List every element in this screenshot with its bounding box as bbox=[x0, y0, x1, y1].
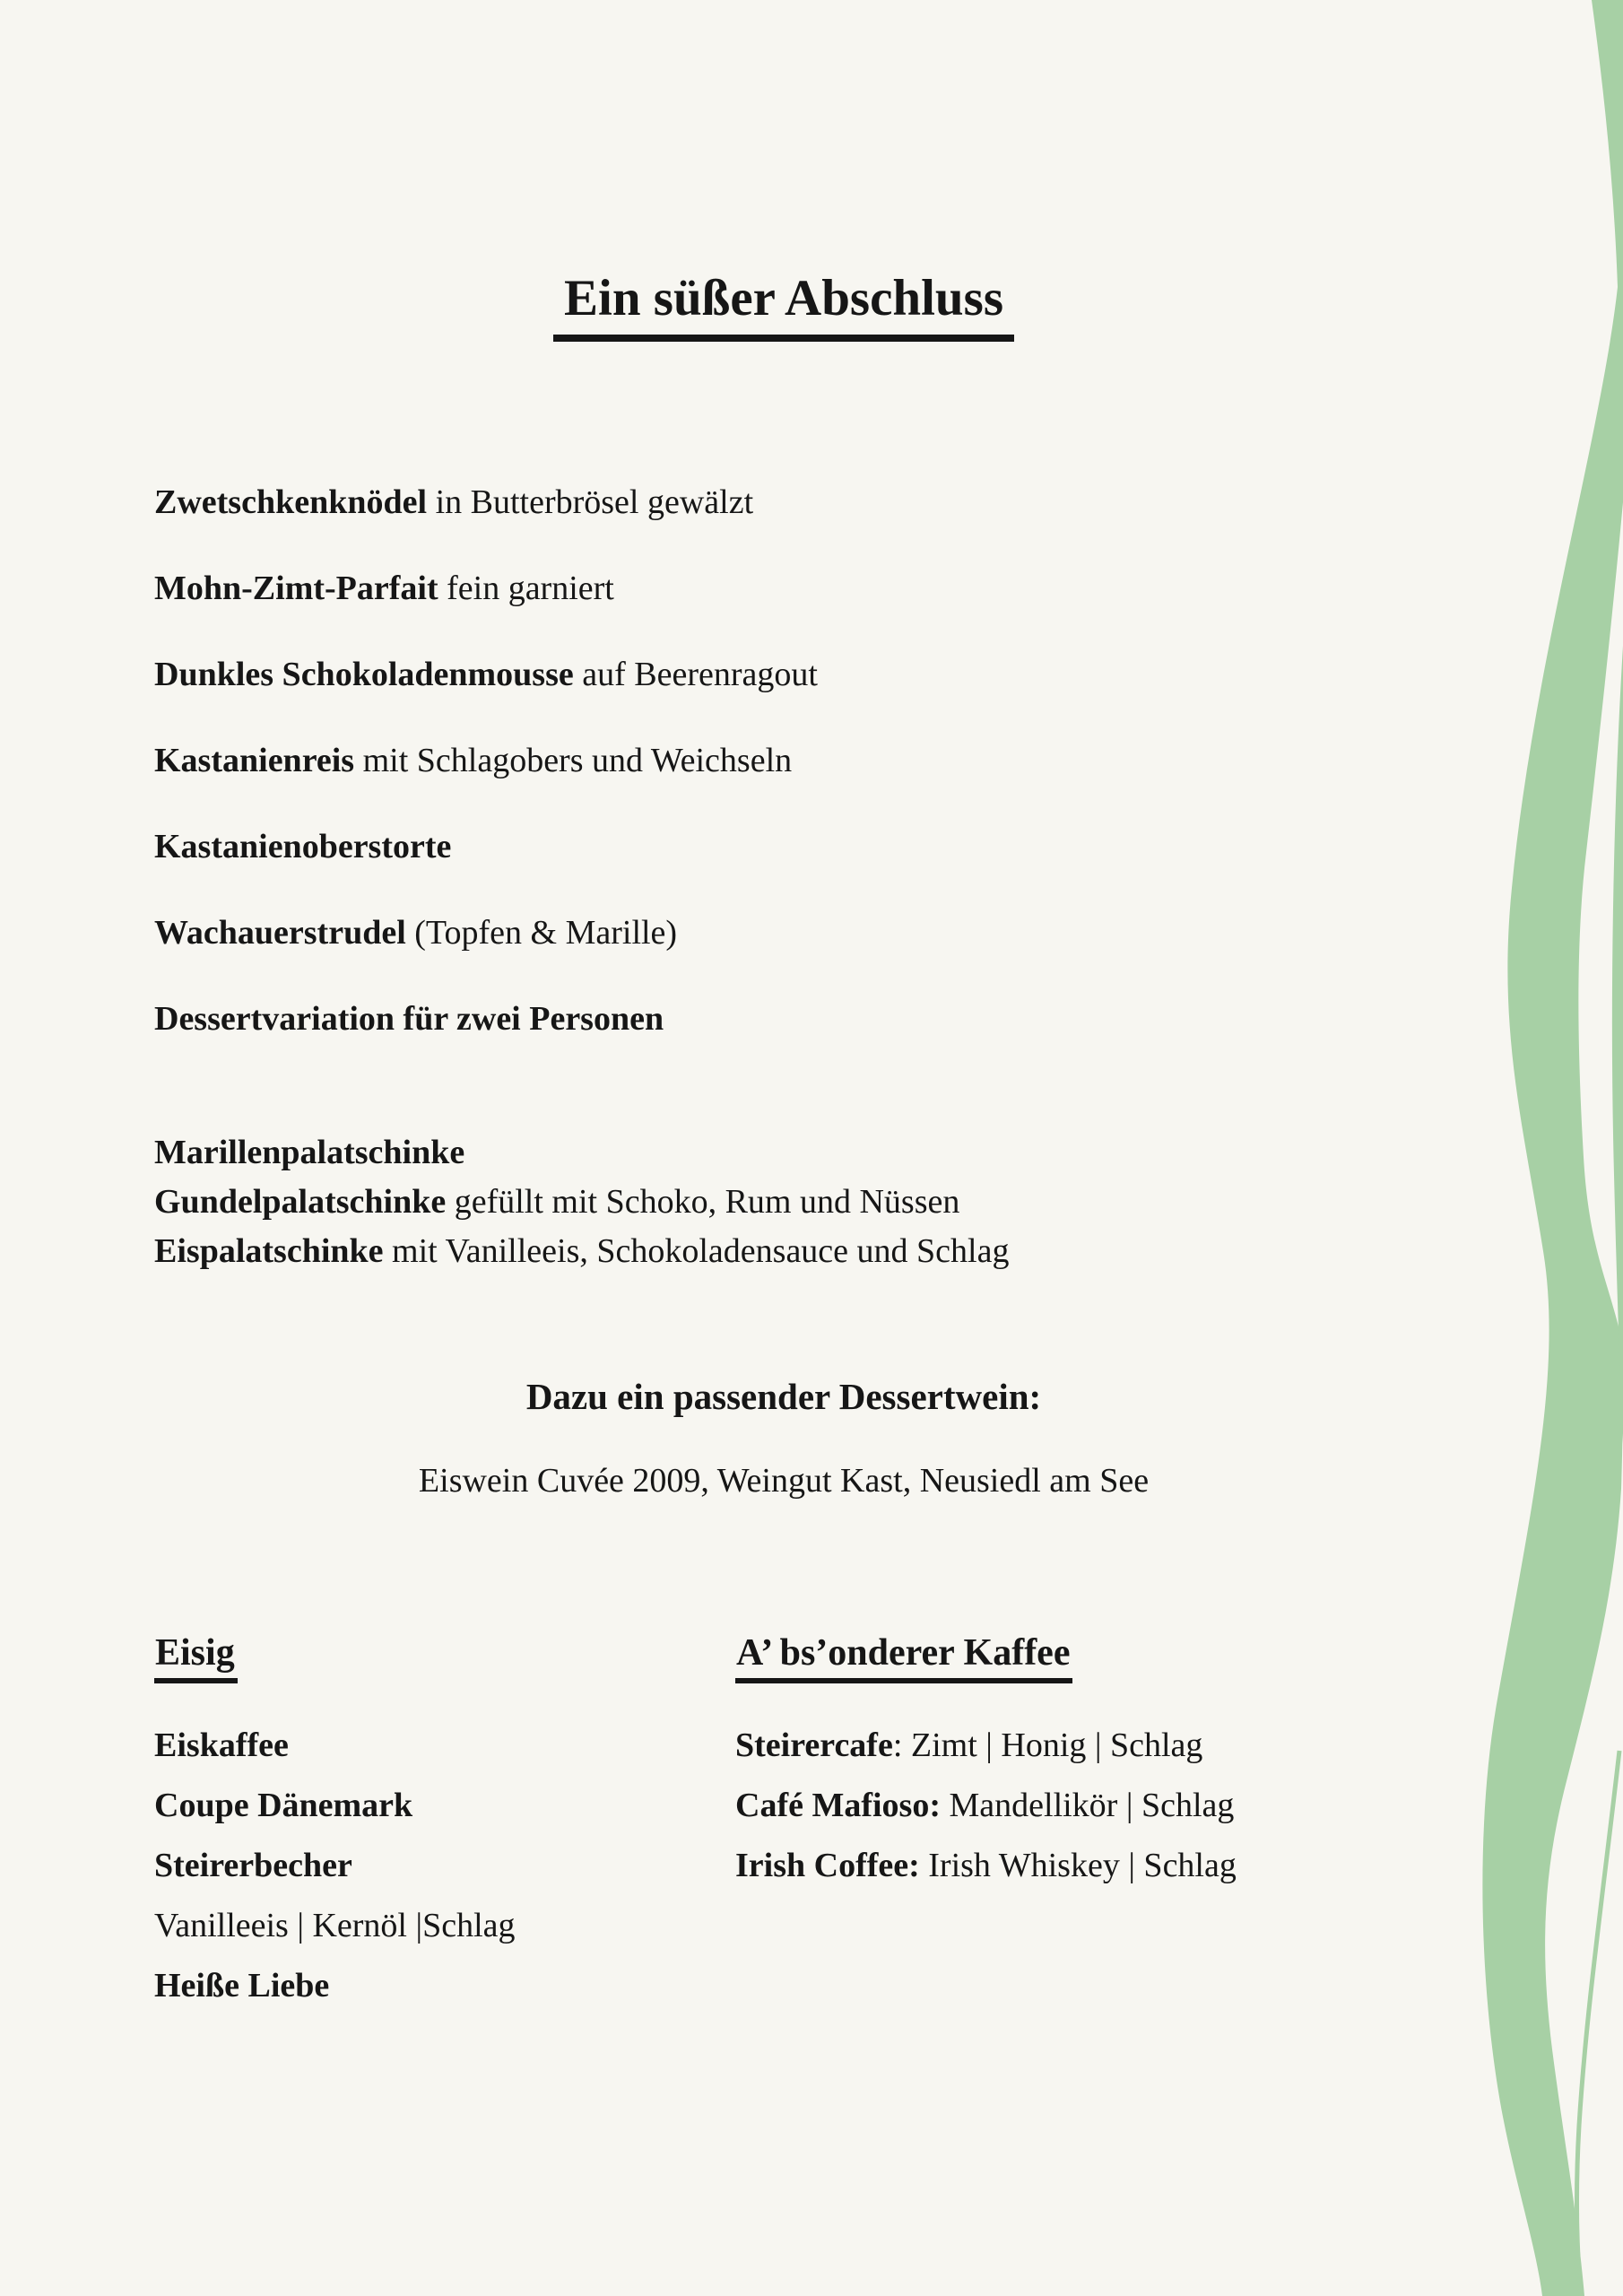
item-description: mit Vanilleeis, Schokoladensauce und Schlag bbox=[383, 1232, 1010, 1270]
menu-item bbox=[154, 976, 818, 1062]
menu-item bbox=[154, 1716, 516, 1776]
item-name: Eiskaffee bbox=[154, 1726, 289, 1764]
menu-item bbox=[154, 1836, 516, 1896]
item-name: Eispalatschinke bbox=[154, 1232, 384, 1270]
column-heading-kaffee: A’ bs’onderer Kaffee bbox=[735, 1632, 1072, 1683]
menu-item bbox=[154, 1896, 516, 1956]
item-name: Marillenpalatschinke bbox=[154, 1134, 465, 1171]
item-name: Mohn-Zimt-Parfait bbox=[154, 570, 438, 607]
item-name: Dunkles Schokoladenmousse bbox=[154, 656, 574, 693]
item-name: Gundelpalatschinke bbox=[154, 1183, 447, 1221]
item-description: Irish Whiskey | Schlag bbox=[919, 1847, 1237, 1884]
menu-item bbox=[735, 1716, 1237, 1776]
menu-item bbox=[735, 1776, 1237, 1836]
menu-item bbox=[154, 1956, 516, 2016]
item-name: Zwetschkenknödel bbox=[154, 483, 428, 521]
item-name: Steirercafe bbox=[735, 1726, 893, 1764]
menu-item bbox=[154, 718, 818, 804]
column-eisig bbox=[154, 1632, 516, 2016]
item-name: Coupe Dänemark bbox=[154, 1787, 413, 1824]
swoosh-hairline bbox=[1577, 1751, 1619, 2296]
column-kaffee bbox=[735, 1632, 1237, 1896]
column-heading-eisig: Eisig bbox=[154, 1632, 238, 1683]
menu-item bbox=[154, 1227, 1009, 1276]
dessert-wine-section bbox=[154, 1374, 1413, 1501]
item-description: auf Beerenragout bbox=[573, 656, 818, 693]
dessert-wine-entry: Eiswein Cuvée 2009, Weingut Kast, Neusiedl am See bbox=[418, 1462, 1150, 1500]
item-description: Vanilleeis | Kernöl |Schlag bbox=[154, 1907, 516, 1944]
item-description: (Topfen & Marille) bbox=[405, 914, 678, 952]
item-description: mit Schlagobers und Weichseln bbox=[354, 742, 793, 779]
item-name: Kastanienoberstorte bbox=[154, 828, 452, 865]
title-wrap bbox=[154, 271, 1413, 342]
palatschinken-list bbox=[154, 1128, 1009, 1276]
item-name: Heiße Liebe bbox=[154, 1967, 330, 2005]
item-name: Irish Coffee: bbox=[735, 1847, 920, 1884]
item-description: in Butterbrösel gewälzt bbox=[427, 483, 754, 521]
menu-item bbox=[154, 1776, 516, 1836]
menu-item bbox=[154, 459, 818, 545]
menu-item bbox=[154, 545, 818, 631]
menu-item bbox=[154, 631, 818, 718]
item-name: Steirerbecher bbox=[154, 1847, 352, 1884]
item-name: Café Mafioso: bbox=[735, 1787, 941, 1824]
item-description: Mandellikör | Schlag bbox=[940, 1787, 1235, 1824]
menu-item bbox=[154, 804, 818, 890]
item-description: : Zimt | Honig | Schlag bbox=[892, 1726, 1203, 1764]
page-title: Ein süßer Abschluss bbox=[553, 271, 1014, 342]
menu-item bbox=[154, 890, 818, 976]
item-name: Wachauerstrudel bbox=[154, 914, 406, 952]
item-description: fein garniert bbox=[438, 570, 614, 607]
dessert-wine-heading: Dazu ein passender Dessertwein: bbox=[525, 1376, 1042, 1417]
dessert-list bbox=[154, 459, 818, 1062]
item-name: Dessertvariation für zwei Personen bbox=[154, 1000, 664, 1038]
menu-item bbox=[154, 1128, 1009, 1178]
item-description: gefüllt mit Schoko, Rum und Nüssen bbox=[446, 1183, 960, 1221]
eisig-items bbox=[154, 1716, 516, 2016]
item-name: Kastanienreis bbox=[154, 742, 355, 779]
swoosh-ribbon bbox=[1482, 0, 1623, 2296]
menu-item bbox=[154, 1178, 1009, 1227]
kaffee-items bbox=[735, 1716, 1237, 1896]
menu-item bbox=[735, 1836, 1237, 1896]
